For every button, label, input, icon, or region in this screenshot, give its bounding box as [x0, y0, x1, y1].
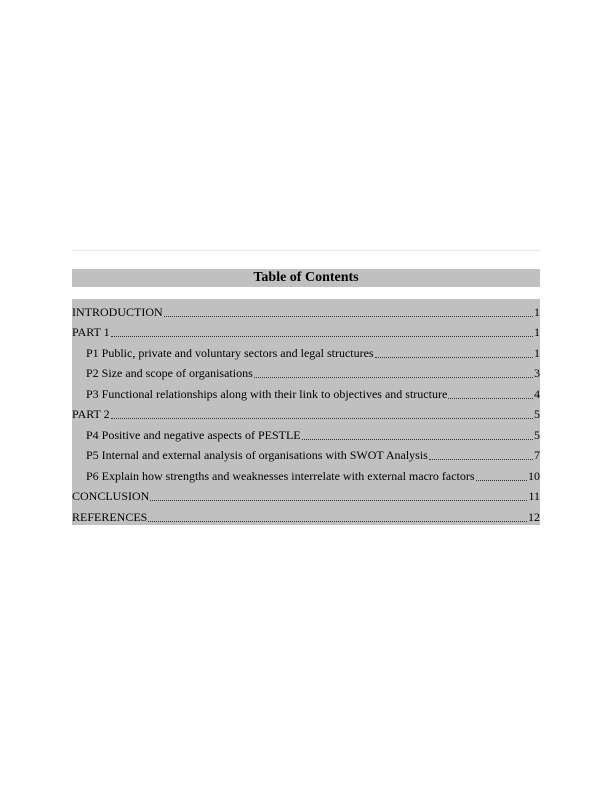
toc-page-number: 12 [528, 509, 540, 524]
toc-entry-label: P1 Public, private and voluntary sectors and legal structures [86, 345, 374, 360]
toc-entry-list [72, 299, 540, 525]
toc-page-number: 5 [534, 407, 540, 421]
toc-entry-p1[interactable] [72, 340, 540, 361]
toc-entry-label: INTRODUCTION [72, 304, 163, 319]
toc-entry-conclusion[interactable] [72, 484, 540, 505]
toc-entry-p2[interactable] [72, 361, 540, 382]
table-of-contents [72, 269, 540, 525]
toc-entry-p3[interactable] [72, 381, 540, 402]
toc-entry-label: P3 Functional relationships along with their link to objectives and structure [86, 386, 448, 401]
dot-leader [254, 376, 533, 378]
toc-page-number: 1 [534, 345, 540, 360]
toc-page-number: 1 [534, 304, 540, 319]
dot-leader [111, 417, 533, 419]
dot-leader [302, 438, 533, 440]
toc-page-number: 11 [528, 489, 540, 503]
toc-entry-label: P2 Size and scope of organisations [86, 366, 253, 380]
header-divider [72, 250, 540, 251]
toc-page-number: 1 [534, 325, 540, 339]
dot-leader [164, 315, 533, 317]
toc-entry-label: PART 2 [72, 407, 110, 421]
toc-entry-p5[interactable] [72, 443, 540, 464]
toc-entry-p4[interactable] [72, 422, 540, 443]
dot-leader [448, 397, 533, 399]
toc-page-number: 7 [534, 448, 540, 462]
toc-entry-part-2[interactable] [72, 402, 540, 423]
dot-leader [148, 520, 527, 522]
toc-entry-references[interactable] [72, 504, 540, 525]
toc-entry-label: PART 1 [72, 325, 110, 339]
toc-page-number: 5 [534, 427, 540, 442]
toc-page-number: 4 [534, 386, 540, 401]
dot-leader [476, 479, 527, 481]
toc-entry-label: P4 Positive and negative aspects of PESTLE [86, 427, 301, 442]
toc-entry-label: REFERENCES [72, 509, 148, 524]
dot-leader [150, 499, 527, 501]
toc-entry-label: P5 Internal and external analysis of organisations with SWOT Analysis [86, 448, 428, 462]
dot-leader [111, 335, 533, 337]
toc-title: Table of Contents [72, 269, 540, 287]
toc-entry-label: CONCLUSION [72, 489, 150, 503]
dot-leader [375, 356, 533, 358]
toc-entry-part-1[interactable] [72, 320, 540, 341]
toc-page-number: 3 [534, 366, 540, 380]
toc-entry-label: P6 Explain how strengths and weaknesses interrelate with external macro factors [86, 468, 475, 483]
toc-page-number: 10 [528, 468, 540, 483]
dot-leader [429, 458, 533, 460]
toc-entry-p6[interactable] [72, 463, 540, 484]
toc-entry-introduction[interactable] [72, 299, 540, 320]
